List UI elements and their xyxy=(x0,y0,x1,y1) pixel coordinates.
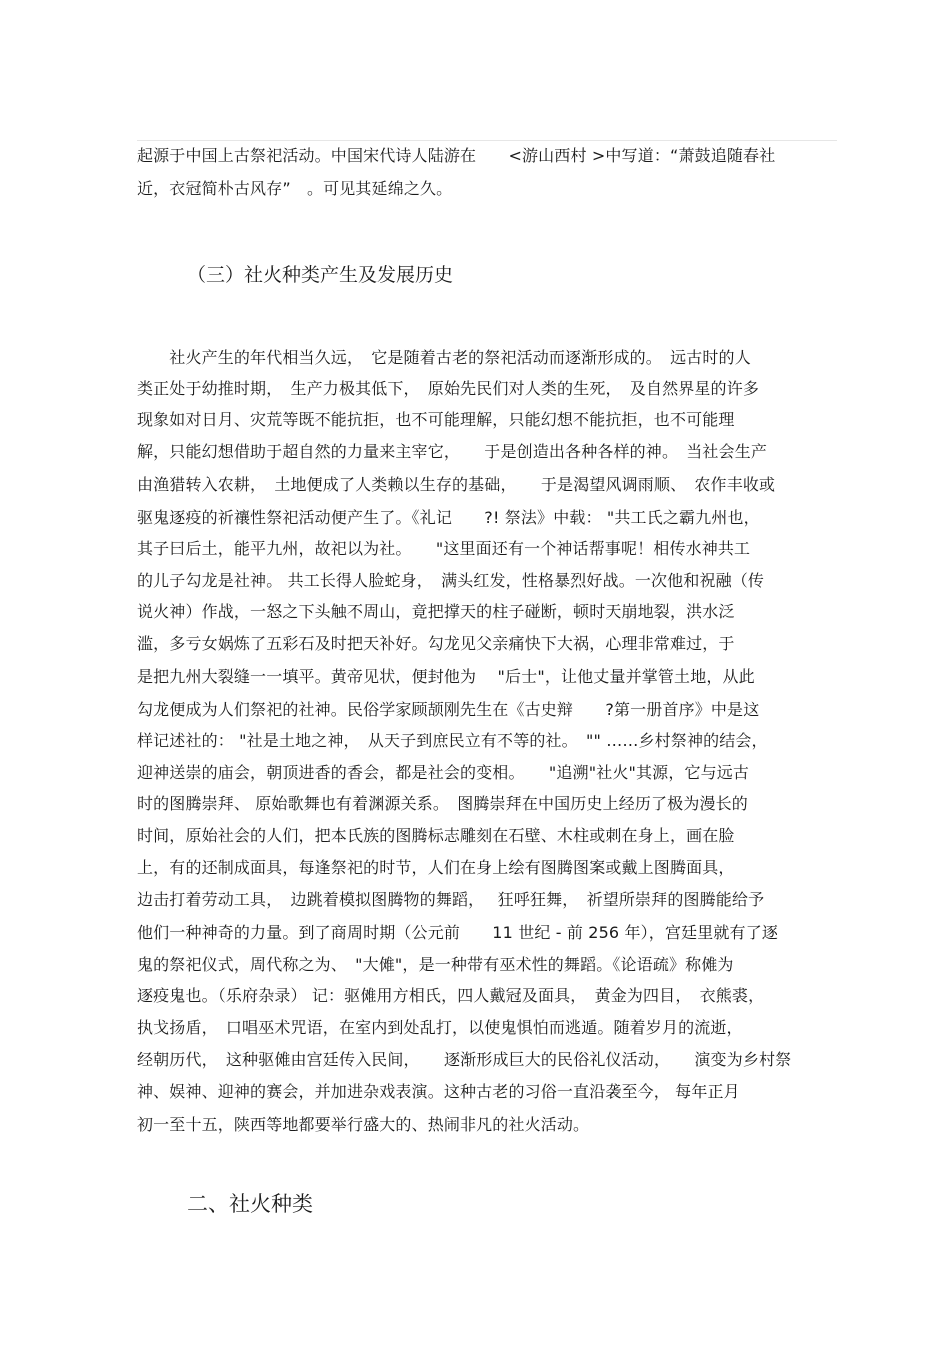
body-line: 的儿子勾龙是社神。 共工长得人脸蛇身， 满头红发，性格暴烈好战。一次他和祝融（传 xyxy=(137,571,765,590)
body-line: 现象如对日月、灾荒等既不能抗拒，也不可能理解，只能幻想不能抗拒，也不可能理 xyxy=(137,410,735,429)
body-line: 社火产生的年代相当久远， 它是随着古老的祭祀活动而逐渐形成的。 远古时的人 xyxy=(137,348,751,367)
body-line: 时间，原始社会的人们，把本氏族的图腾标志雕刻在石壁、木柱或刺在身上，画在脸 xyxy=(137,826,735,845)
body-line: 迎神送崇的庙会，朝顶进香的香会，都是社会的变相。 "追溯"社火"其源，它与远古 xyxy=(137,763,750,782)
body-line: 时的图腾崇拜、 原始歌舞也有着渊源关系。 图腾崇拜在中国历史上经历了极为漫长的 xyxy=(137,794,748,813)
body-line: 驱鬼逐疫的祈禳性祭祀活动便产生了。《礼记 ?! 祭法》中载： "共工氏之霸九州也， xyxy=(137,508,760,527)
body-line: 勾龙便成为人们祭祀的社神。民俗学家顾颉刚先生在《古史辩 ?第一册首序》中是这 xyxy=(137,700,760,719)
section-heading-history: （三）社火种类产生及发展历史 xyxy=(187,264,454,286)
body-line: 鬼的祭祀仪式，周代称之为、 "大傩"，是一种带有巫术性的舞蹈。《论语疏》称傩为 xyxy=(137,955,734,974)
section-heading-types: 二、社火种类 xyxy=(187,1192,313,1216)
body-line: 滥，多亏女娲炼了五彩石及时把天补好。勾龙见父亲痛快下大祸，心理非常难过，于 xyxy=(137,634,735,653)
body-line: 解，只能幻想借助于超自然的力量来主宰它， 于是创造出各种各样的神。 当社会生产 xyxy=(137,442,768,461)
body-line: 类正处于幼推时期， 生产力极其低下， 原始先民们对人类的生死， 及自然界星的许多 xyxy=(137,379,760,398)
body-line: 样记述社的： "社是土地之神， 从天子到庶民立有不等的社。 "" ……乡村祭神的结会， xyxy=(137,731,768,750)
body-line: 由渔猎转入农耕， 土地便成了人类赖以生存的基础， 于是渴望风调雨顺、 农作丰收或 xyxy=(137,475,776,494)
body-line: 执戈扬盾， 口唱巫术咒语，在室内到处乱打，以使鬼惧怕而逃遁。随着岁月的流逝， xyxy=(137,1018,743,1037)
body-line: 神、娱神、迎神的赛会，并加进杂戏表演。这种古老的习俗一直沿袭至今， 每年正月 xyxy=(137,1082,740,1101)
body-line: 说火神）作战，一怒之下头触不周山，竟把撑天的柱子碰断，顿时天崩地裂，洪水泛 xyxy=(137,602,735,621)
top-divider xyxy=(137,140,837,141)
body-line: 经朝历代， 这种驱傩由宫廷传入民间， 逐渐形成巨大的民俗礼仪活动， 演变为乡村祭 xyxy=(137,1050,792,1069)
intro-line: 近，衣冠简朴古风存” 。可见其延绵之久。 xyxy=(137,179,453,198)
body-line: 他们一种神奇的力量。到了商周时期（公元前 11 世纪 - 前 256 年），宫廷里就有了逐 xyxy=(137,923,779,942)
body-line: 逐疫鬼也。（乐府杂录） 记：驱傩用方相氏，四人戴冠及面具， 黄金为四目， 衣熊裘， xyxy=(137,986,765,1005)
body-line: 边击打着劳动工具， 边跳着模拟图腾物的舞蹈， 狂呼狂舞， 祈望所崇拜的图腾能给予 xyxy=(137,890,765,909)
intro-line: 起源于中国上古祭祀活动。中国宋代诗人陆游在 <游山西村 >中写道：“萧鼓追随春社 xyxy=(137,146,776,165)
body-line: 初一至十五，陕西等地都要举行盛大的、热闹非凡的社火活动。 xyxy=(137,1115,590,1134)
body-line: 其子曰后土，能平九州，故祀以为社。 "这里面还有一个神话帮事呢！相传水神共工 xyxy=(137,539,751,558)
body-line: 是把九州大裂缝一一填平。黄帝见状，便封他为 "后士"，让他丈量并掌管土地，从此 xyxy=(137,667,755,686)
body-line: 上，有的还制成面具，每逢祭祀的时节，人们在身上绘有图腾图案或戴上图腾面具， xyxy=(137,858,735,877)
